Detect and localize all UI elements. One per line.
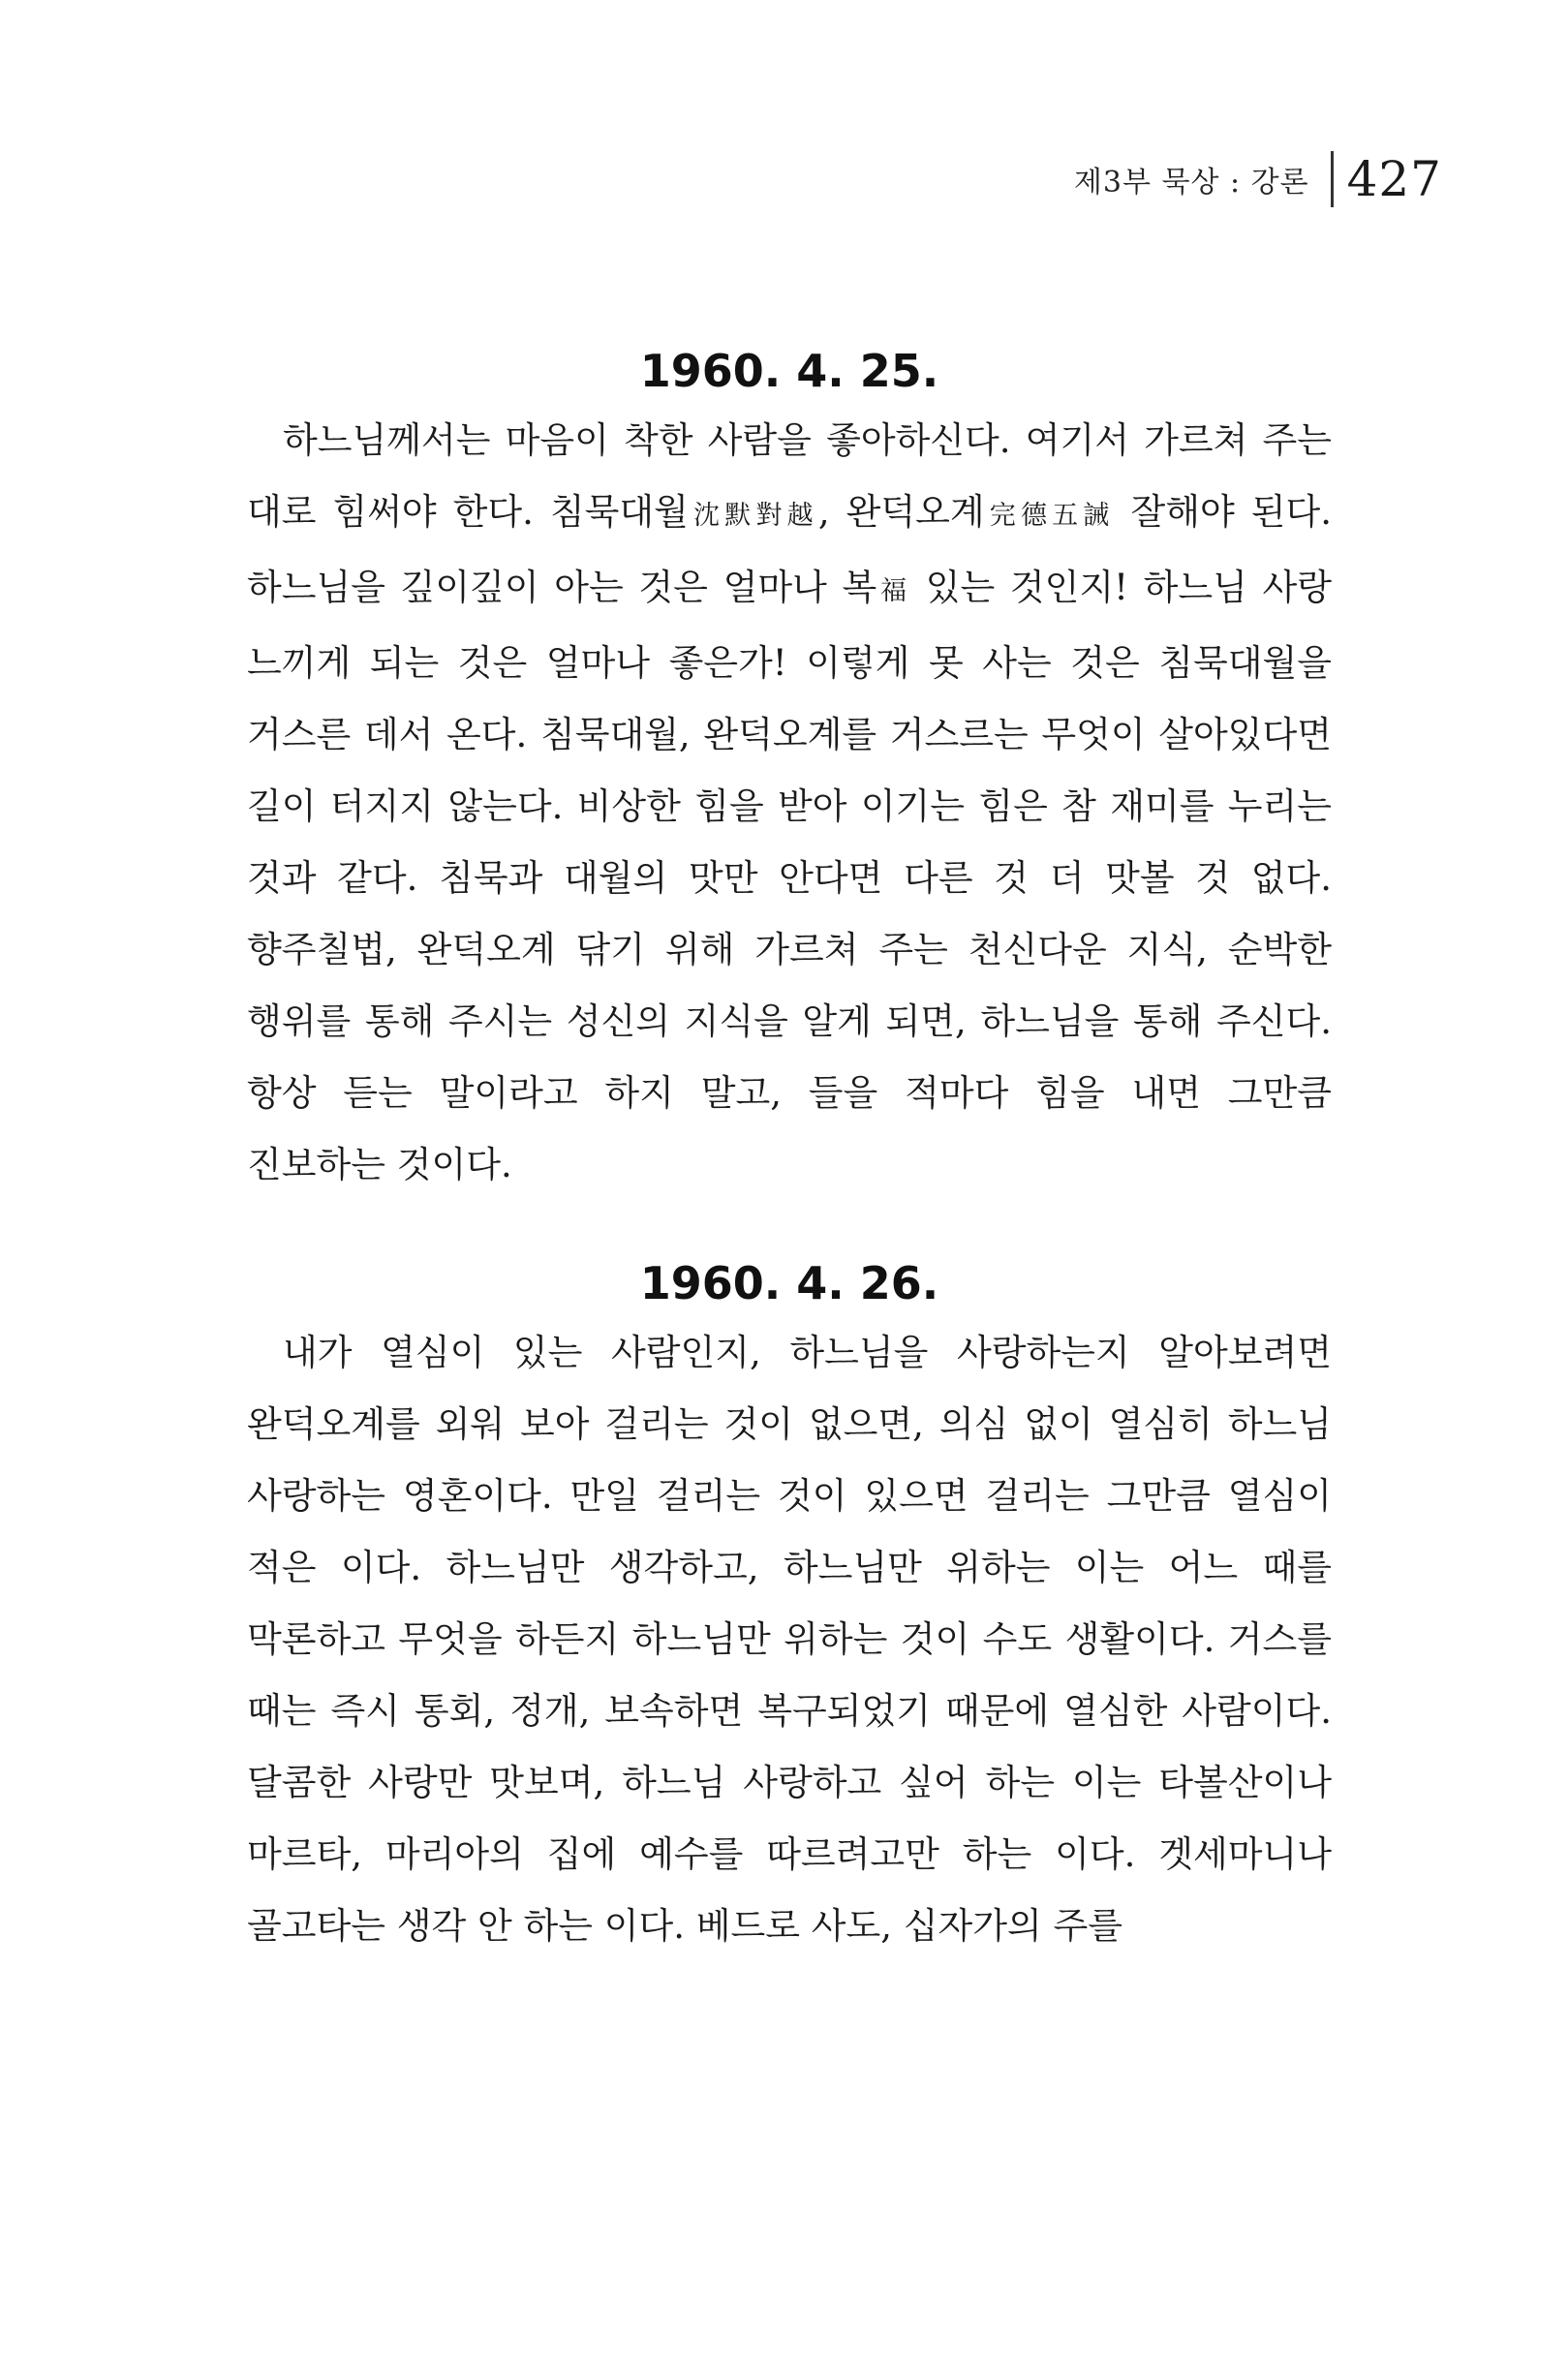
body-text: 하느님께서는 마음이 착한 사람을 좋아하신다. 여기서 가르쳐 주는 대로 힘써야 한다. 침묵대월 bbox=[247, 419, 1332, 533]
entry-date: 1960. 4. 26. bbox=[639, 1257, 939, 1309]
body-text: , 완덕오계 bbox=[817, 491, 985, 533]
page-header bbox=[1074, 145, 1442, 213]
diary-entry-1960-04-26 bbox=[247, 1249, 1332, 1962]
header-divider bbox=[1331, 151, 1334, 207]
entry-date: 1960. 4. 25. bbox=[639, 345, 939, 397]
hanja-annotation: 福 bbox=[876, 576, 911, 606]
hanja-annotation: 沈默對越 bbox=[688, 501, 818, 531]
body-text: 있는 것인지! 하느님 사랑 느끼게 되는 것은 얼마나 좋은가! 이렇게 못 사는 것은 침묵대월을 거스른 데서 온다. 침묵대월, 완덕오계를 거스르는 무엇이 살아있다면 길이 터지지 않는다. 비상한 힘을 받아 이기는 힘은 참 재미를 누리는 것과 같다. 침묵과 대월의 맛만 안다면 다른 것 더 맛볼 것 없다. 향주칠법, 완덕오계 닦기 위해 가르쳐 주는 천신다운 지식, 순박한 행위를 통해 주시는 성신의 지식을 알게 되면, 하느님을 통해 주신다. 항상 듣는 말이라고 하지 말고, 들을 적마다 힘을 내면 그만큼 진보하는 것이다. bbox=[247, 567, 1332, 1185]
running-head: 제3부 묵상 : 강론 bbox=[1073, 166, 1309, 200]
hanja-annotation: 完德五誡 bbox=[984, 501, 1115, 531]
entry-body bbox=[247, 405, 1332, 1201]
body-text: 내가 열심이 있는 사람인지, 하느님을 사랑하는지 알아보려면 완덕오계를 외워 보아 걸리는 것이 없으면, 의심 없이 열심히 하느님 사랑하는 영혼이다. 만일 걸리는 것이 있으면 걸리는 그만큼 열심이 적은 이다. 하느님만 생각하고, 하느님만 위하는 이는 어느 때를 막론하고 무엇을 하든지 하느님만 위하는 것이 수도 생활이다. 거스를 때는 즉시 통회, 정개, 보속하면 복구되었기 때문에 열심한 사람이다. 달콤한 사랑만 맛보며, 하느님 사랑하고 싶어 하는 이는 타볼산이나 마르타, 마리아의 집에 예수를 따르려고만 하는 이다. 겟세마니나 골고타는 생각 안 하는 이다. 베드로 사도, 십자가의 주를 bbox=[247, 1332, 1332, 1947]
diary-entry-1960-04-25 bbox=[247, 337, 1332, 1201]
page-number: 427 bbox=[1346, 151, 1442, 207]
body-text: 잘해야 된다. 하느님을 깊이깊이 아는 것은 얼마나 복 bbox=[247, 491, 1332, 608]
entry-body bbox=[247, 1317, 1332, 1962]
